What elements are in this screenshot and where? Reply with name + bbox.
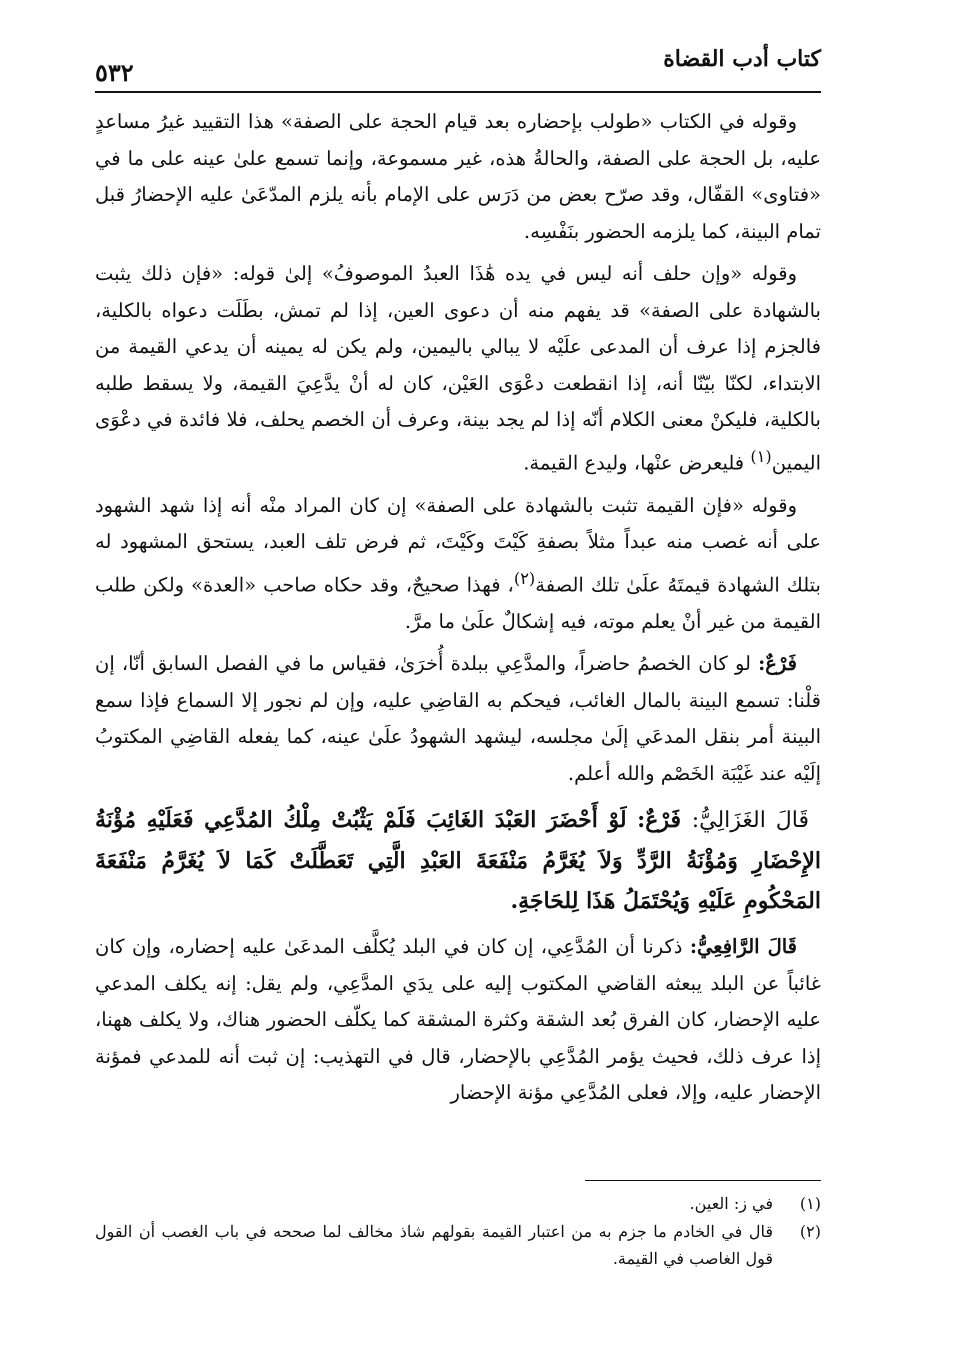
header-rule: [95, 91, 821, 93]
matn-paragraph: [95, 800, 821, 921]
branch-label: فَرْعٌ:: [758, 652, 797, 675]
paragraph-3-tail: ، فهذا صحيحٌ، وقد حكاه صاحب «العدة» ولكن طلب القيمة من غير أنْ يعلم موته، فيه إشكالٌ علَىٰ ما مرَّ.: [95, 573, 821, 633]
paragraph-3: [95, 488, 821, 641]
footnote-ref-2: (٢): [513, 568, 536, 588]
footnote: [95, 1218, 821, 1272]
page-header: [95, 40, 821, 90]
paragraph-5-text: ذكرنا أن المُدَّعِي، إن كان في البلد يُكلَّف المدعَىٰ عليه إحضاره، وإن كان غائباً عن البلد يبعثه القاضي المكتوب إليه على يدَي المدَّعِي، ولم يقل: إنه يكلف المدعي عليه الإحضار، كان الفرق بُعد الشقة وكثرة المشقة كما يكلّف الحضور هناك، ولا يكلف ههنا، إذا عرف ذلك، فحيث يؤمر المُدَّعِي بالإحضار، قال في التهذيب: إن ثبت أنه للمدعي فمؤنة الإحضار عليه، وإلا، فعلى المُدَّعِي مؤنة الإحضار: [95, 935, 821, 1104]
running-title: كتاب أدب القضاة: [663, 46, 821, 72]
paragraph-3-text: وقوله «فإن القيمة تثبت بالشهادة على الصفة» إن كان المراد منْه أنه إذا شهد الشهود على أنه غصب منه عبداً مثلاً بصفةِ كَيْتَ وكَيْتَ، ثم فرض تلف العبد، يستحق المشهود له بتلك الشهادة قيمتَهُ علَىٰ تلك الصفة: [95, 493, 821, 596]
ghazali-label: قَالَ الغَزَالِيُّ:: [691, 808, 809, 833]
paragraph-5: [95, 929, 821, 1112]
rafii-label: قَالَ الرَّافِعِيُّ:: [689, 935, 797, 958]
footnote-text: في ز: العين.: [689, 1194, 773, 1213]
paragraph-2: [95, 256, 821, 482]
footnotes: [95, 1190, 821, 1273]
footnote-text: قال في الخادم ما جزم به من اعتبار القيمة بقولهم شاذ مخالف لما صححه في باب الغصب أن القول قول الغاصب في القيمة.: [95, 1222, 773, 1268]
matn-text: فَرْعٌ: لَوْ أَحْضَرَ العَبْدَ الغَائِبَ فَلَمْ يَثْبُتْ مِلْكُ المُدَّعِي فَعَلَيْهِ مُؤْنَةُ الإِحْضَارِ وَمُؤْنَةُ الرَّدِّ وَلاَ يُغَرَّمُ مَنْفَعَةَ العَبْدِ الَّتِي تَعَطَّلَتْ كَمَا لاَ يُغَرَّمُ مَنْفَعَةَ المَحْكُومِ عَلَيْهِ وَيُحْتَمَلُ هَذَا لِلحَاجَةِ.: [95, 807, 821, 914]
page-number: ٥٣٢: [95, 58, 134, 87]
paragraph-2-text: وقوله «وإن حلف أنه ليس في يده هَٰذَا العبدُ الموصوفُ» إلىٰ قوله: «فإن ذلك يثبت بالشهادة على الصفة» قد يفهم منه أن دعوى العين، إذا لم تمش، بطَلَت دعواه بالكلية، فالجزم إذا عرف أن المدعى علَيْه لا يبالي باليمين، ولم يكن له يمينه أن يدعي القيمة من الابتداء، لكنّا بيّنّا أنه، إذا انقطعت دعْوَى العَيْن، كان له أنْ يدَّعِيَ القيمة، ولا يسقط طلبه بالكلية، فليكنْ معنى الكلام أنّه إذا لم يجد بينة، وعرف أن الخصم يحلف، فلا فائدة في دعْوَى اليمين: [95, 262, 821, 474]
footnote: [95, 1190, 821, 1217]
main-text: [95, 104, 821, 1118]
paragraph-2-tail: فليعرض عنْها، وليدع القيمة.: [523, 451, 751, 474]
footnote-number: (١): [799, 1194, 821, 1213]
paragraph-4: [95, 646, 821, 792]
footnote-ref-1: (١): [750, 446, 772, 466]
paragraph-4-text: لو كان الخصمُ حاضراً، والمدَّعِي ببلدة أُخرَىٰ، فقياس ما في الفصل السابق أنّا، إن قلْنا: تسمع البينة بالمال الغائب، فيحكم به القاضِي عليه، وإن لم نجور إلا السماع فإذا سمع البينة أمر بنقل المدعَي إلَىٰ مجلسه، ليشهد الشهودُ علَىٰ عينه، كما يفعله القاضِي المكتوبُ إلَيْه عند غَيْبَة الخَصْم والله أعلم.: [95, 652, 821, 785]
footnote-rule: [585, 1180, 821, 1181]
paragraph-1-text: وقوله في الكتاب «طولب بإحضاره بعد قيام الحجة على الصفة» هذا التقييد غيرُ مساعدٍ عليه، بل الحجة على الصفة، والحالةُ هذه، غير مسموعة، وإنما تسمع علىٰ عينه على ما في «فتاوى» القفّال، وقد صرّح بعض من دَرَس على الإمام بأنه يلزم المدّعَىٰ عليه الإحضارُ قبل تمام البينة، كما يلزمه الحضور بنَفْسِه.: [95, 110, 821, 243]
footnote-number: (٢): [799, 1222, 821, 1241]
paragraph-1: [95, 104, 821, 250]
